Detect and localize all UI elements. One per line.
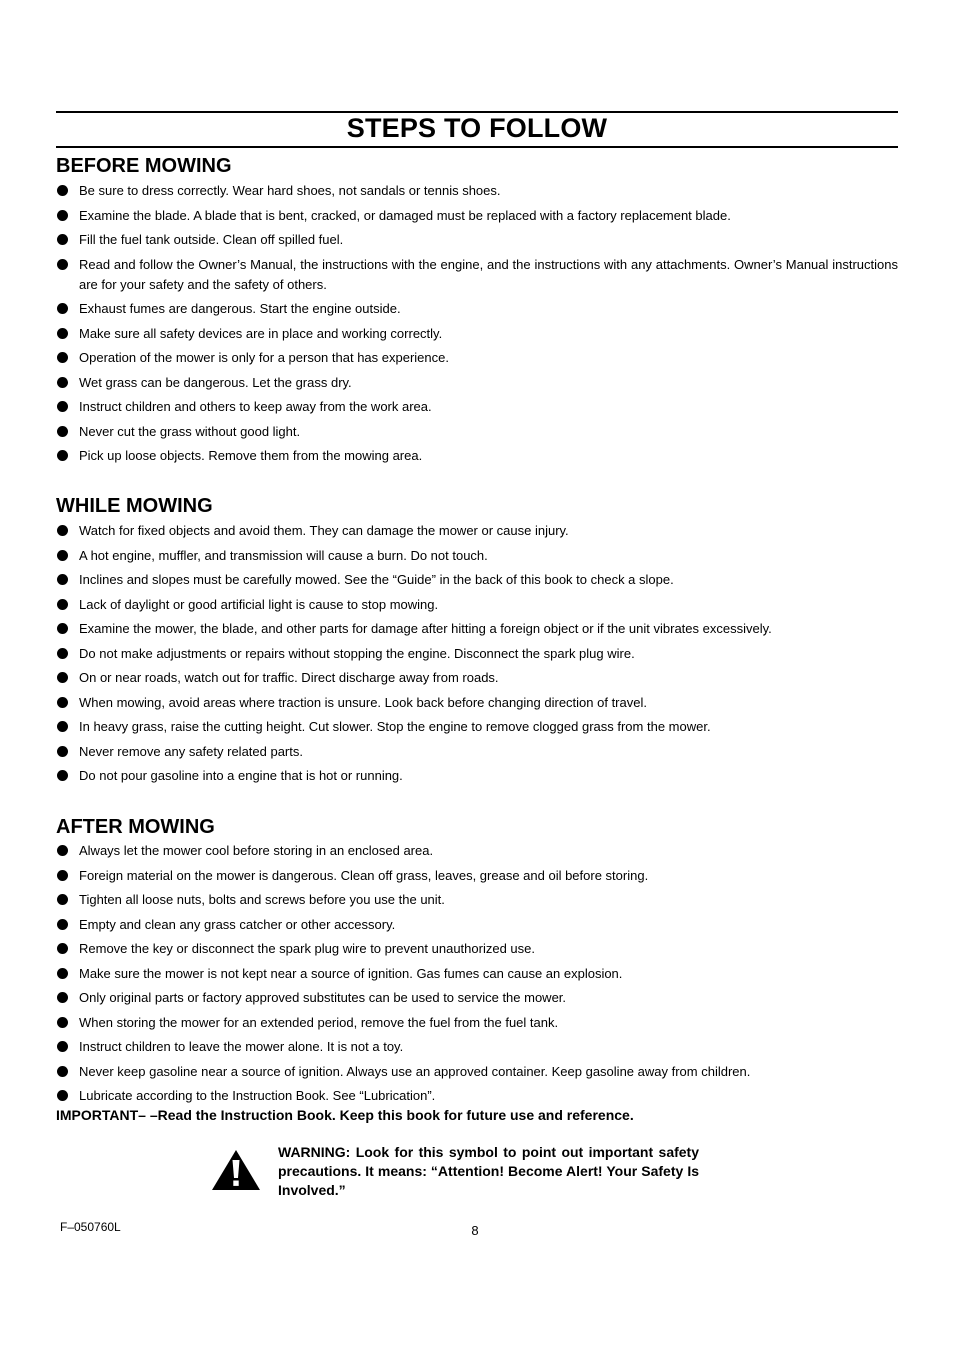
bullet-icon — [57, 623, 68, 634]
bullet-list — [56, 181, 898, 466]
section-heading: WHILE MOWING — [56, 495, 213, 517]
bullet-icon — [57, 550, 68, 561]
list-item-text: Foreign material on the mower is dangerous. Clean off grass, leaves, grease and oil before storing. — [79, 867, 649, 883]
list-item-text: Read and follow the Owner’s Manual, the instructions with the engine, and the instructions with any attachments. Owner’s Manual instructions are for your safety and the safety of others. — [79, 256, 898, 292]
bullet-icon — [57, 426, 68, 437]
list-item — [56, 1062, 898, 1082]
list-item-text: Remove the key or disconnect the spark plug wire to prevent unauthorized use. — [79, 941, 535, 956]
list-item — [56, 988, 898, 1008]
bullet-icon — [57, 943, 68, 954]
bullet-icon — [57, 574, 68, 585]
bullet-icon — [57, 968, 68, 979]
list-item — [56, 964, 898, 984]
list-item — [56, 299, 898, 319]
list-item-text: Instruct children to leave the mower alone. It is not a toy. — [79, 1039, 404, 1054]
list-item-text: When mowing, avoid areas where traction is unsure. Look back before changing direction of travel. — [79, 694, 647, 710]
list-item-text: In heavy grass, raise the cutting height. Cut slower. Stop the engine to remove clogged grass from the mower. — [79, 719, 711, 734]
list-item — [56, 841, 898, 861]
bullet-icon — [57, 210, 68, 221]
bullet-icon — [57, 450, 68, 461]
list-item — [56, 1013, 898, 1033]
list-item — [56, 890, 898, 910]
list-item — [56, 546, 898, 566]
list-item — [56, 181, 898, 201]
list-item — [56, 397, 898, 417]
bullet-icon — [57, 377, 68, 388]
warning-triangle-icon — [211, 1149, 261, 1191]
list-item — [56, 693, 898, 713]
list-item-text: Inclines and slopes must be carefully mowed. See the “Guide” in the back of this book to check a slope. — [79, 572, 674, 587]
list-item-text: Only original parts or factory approved substitutes can be used to service the mower. — [79, 990, 567, 1005]
list-item-text: Make sure the mower is not kept near a source of ignition. Gas fumes can cause an explosion. — [79, 965, 623, 981]
list-item — [56, 619, 898, 639]
list-item-text: Never cut the grass without good light. — [79, 423, 301, 439]
list-item — [56, 422, 898, 442]
list-item — [56, 595, 898, 615]
bullet-icon — [57, 770, 68, 781]
list-item-text: Examine the blade. A blade that is bent, cracked, or damaged must be replaced with a factory replacement blade. — [79, 207, 731, 223]
list-item-text: Do not pour gasoline into a engine that is hot or running. — [79, 768, 403, 783]
list-item — [56, 939, 898, 959]
bullet-icon — [57, 648, 68, 659]
bullet-list — [56, 841, 898, 1106]
bullet-icon — [57, 234, 68, 245]
list-item — [56, 866, 898, 886]
page-number: 8 — [471, 1223, 479, 1238]
bullet-icon — [57, 401, 68, 412]
list-item-text: On or near roads, watch out for traffic. Direct discharge away from roads. — [79, 670, 499, 685]
list-item-text: Never remove any safety related parts. — [79, 743, 303, 759]
list-item-text: When storing the mower for an extended period, remove the fuel from the fuel tank. — [79, 1014, 559, 1030]
list-item-text: Exhaust fumes are dangerous. Start the engine outside. — [79, 301, 401, 316]
list-item-text: Never keep gasoline near a source of ignition. Always use an approved container. Keep gasoline away from children. — [79, 1063, 751, 1079]
list-item — [56, 644, 898, 664]
list-item-text: Tighten all loose nuts, bolts and screws before you use the unit. — [79, 892, 445, 907]
bullet-icon — [57, 185, 68, 196]
bullet-icon — [57, 599, 68, 610]
list-item-text: Wet grass can be dangerous. Let the grass dry. — [79, 374, 352, 390]
bullet-list — [56, 521, 898, 786]
list-item — [56, 742, 898, 762]
bullet-icon — [57, 1017, 68, 1028]
list-item-text: Lack of daylight or good artificial light is cause to stop mowing. — [79, 596, 439, 612]
list-item — [56, 230, 898, 250]
bullet-icon — [57, 697, 68, 708]
list-item — [56, 668, 898, 688]
list-item-text: Always let the mower cool before storing in an enclosed area. — [79, 843, 434, 858]
bullet-icon — [57, 1041, 68, 1052]
list-item — [56, 570, 898, 590]
bullet-icon — [57, 328, 68, 339]
bullet-icon — [57, 870, 68, 881]
list-item-text: Fill the fuel tank outside. Clean off spilled fuel. — [79, 232, 344, 247]
list-item-text: Do not make adjustments or repairs without stopping the engine. Disconnect the spark plug wire. — [79, 645, 635, 661]
section-while-mowing — [56, 494, 898, 791]
bullet-icon — [57, 746, 68, 757]
bullet-icon — [57, 1090, 68, 1101]
section-before-mowing — [56, 154, 898, 471]
list-item-text: Make sure all safety devices are in place and working correctly. — [79, 325, 443, 341]
list-item — [56, 915, 898, 935]
bullet-icon — [57, 919, 68, 930]
list-item — [56, 255, 898, 295]
section-heading: AFTER MOWING — [56, 816, 215, 838]
list-item — [56, 1086, 898, 1106]
warning-text: WARNING: Look for this symbol to point out important safety precautions. It means: “Attention! Become Alert! Your Safety Is Involved.” — [278, 1144, 699, 1198]
list-item — [56, 348, 898, 368]
bullet-icon — [57, 992, 68, 1003]
bullet-icon — [57, 259, 68, 270]
list-item — [56, 324, 898, 344]
section-heading: BEFORE MOWING — [56, 155, 232, 177]
bullet-icon — [57, 721, 68, 732]
bullet-icon — [57, 672, 68, 683]
list-item — [56, 206, 898, 226]
important-note: IMPORTANT– –Read the Instruction Book. Keep this book for future use and reference. — [56, 1107, 634, 1123]
list-item-text: A hot engine, muffler, and transmission will cause a burn. Do not touch. — [79, 547, 488, 563]
list-item-text: Operation of the mower is only for a person that has experience. — [79, 350, 449, 365]
list-item — [56, 717, 898, 737]
bullet-icon — [57, 845, 68, 856]
list-item-text: Empty and clean any grass catcher or other accessory. — [79, 916, 396, 932]
document-code: F–050760L — [60, 1220, 121, 1234]
bullet-icon — [57, 352, 68, 363]
title-underline — [56, 146, 898, 148]
list-item-text: Watch for fixed objects and avoid them. They can damage the mower or cause injury. — [79, 523, 569, 538]
list-item — [56, 521, 898, 541]
list-item-text: Pick up loose objects. Remove them from the mowing area. — [79, 448, 423, 463]
list-item — [56, 766, 898, 786]
list-item-text: Lubricate according to the Instruction Book. See “Lubrication”. — [79, 1088, 436, 1103]
list-item — [56, 373, 898, 393]
list-item-text: Examine the mower, the blade, and other parts for damage after hitting a foreign object or if the unit vibrates excessively. — [79, 621, 772, 636]
bullet-icon — [57, 894, 68, 905]
list-item — [56, 446, 898, 466]
bullet-icon — [57, 525, 68, 536]
list-item-text: Instruct children and others to keep away from the work area. — [79, 399, 432, 414]
page-title: STEPS TO FOLLOW — [346, 113, 608, 143]
bullet-icon — [57, 303, 68, 314]
section-after-mowing — [56, 815, 898, 1111]
list-item-text: Be sure to dress correctly. Wear hard shoes, not sandals or tennis shoes. — [79, 183, 501, 198]
list-item — [56, 1037, 898, 1057]
bullet-icon — [57, 1066, 68, 1077]
